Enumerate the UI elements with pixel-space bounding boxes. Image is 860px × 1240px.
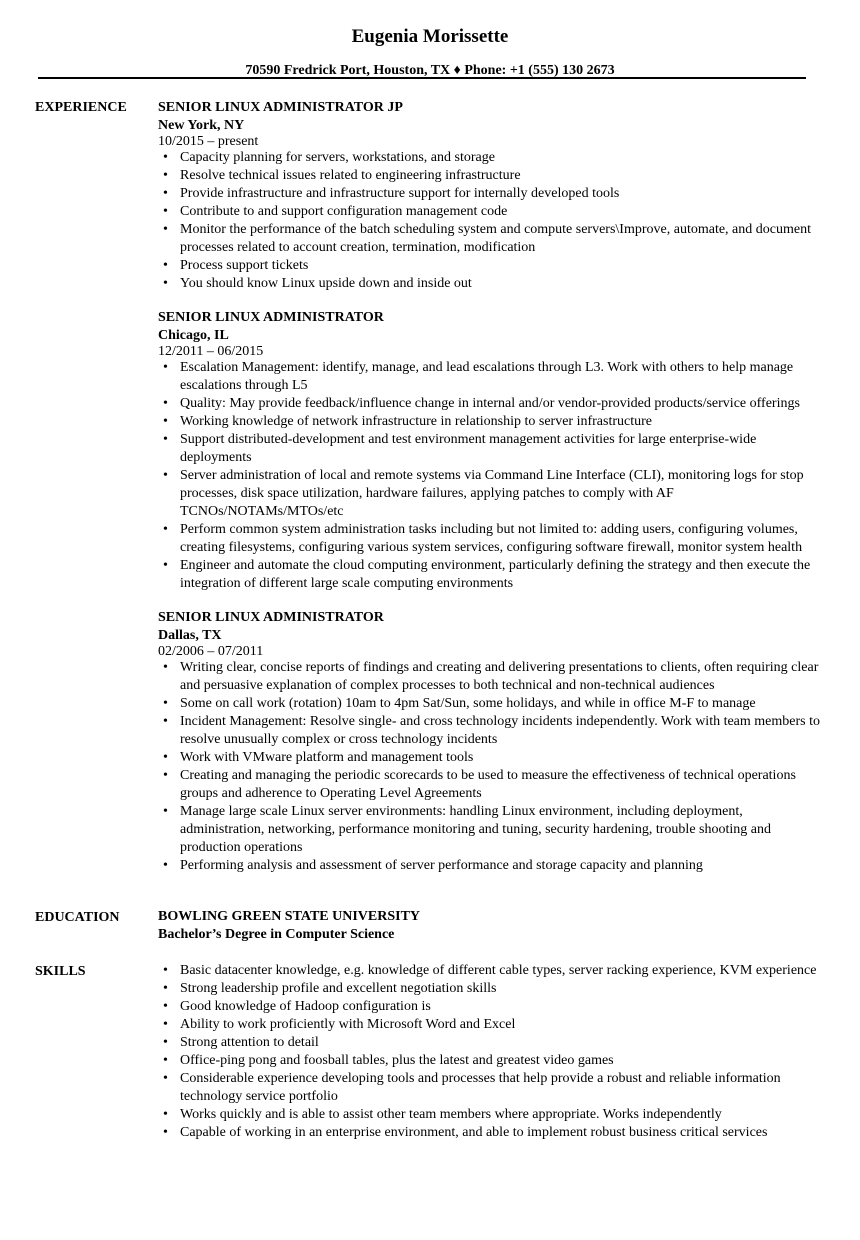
list-item: • Support distributed-development and test environment management activities for large enterprise-wide deployments <box>180 431 825 467</box>
list-item: • Quality: May provide feedback/influence change in internal and/or vendor-provided products/service offerings <box>180 395 825 413</box>
list-item: • Server administration of local and remote systems via Command Line Interface (CLI), monitoring logs for stop processes, disk space utilization, hardware failures, applying patches to comply with AF TCNOs/NOTAMs/MTOs/etc <box>180 467 825 521</box>
header-divider <box>38 77 806 79</box>
job-bullets <box>158 659 825 875</box>
job-dates: 02/2006 – 07/2011 <box>158 644 264 659</box>
skills-bullets <box>158 962 825 1142</box>
list-item: • Basic datacenter knowledge, e.g. knowledge of different cable types, server racking experience, KVM experience <box>180 962 825 980</box>
section-label-experience: EXPERIENCE <box>35 100 127 115</box>
list-item: • Performing analysis and assessment of server performance and storage capacity and planning <box>180 857 825 875</box>
list-item: • You should know Linux upside down and inside out <box>180 275 825 293</box>
list-item: • Contribute to and support configuration management code <box>180 203 825 221</box>
job-bullets <box>158 149 825 293</box>
job-entry <box>158 609 825 875</box>
candidate-name: Eugenia Morissette <box>351 26 509 47</box>
resume-body <box>35 98 825 1142</box>
list-item: • Strong attention to detail <box>180 1034 825 1052</box>
section-spacer <box>35 944 825 962</box>
education-entry <box>158 908 825 944</box>
list-item: • Good knowledge of Hadoop configuration is <box>180 998 825 1016</box>
job-location: New York, NY <box>158 118 245 133</box>
skills-section <box>35 962 825 1142</box>
job-entry <box>158 99 825 293</box>
list-item: • Escalation Management: identify, manage, and lead escalations through L3. Work with others to help manage escalations through L5 <box>180 359 825 395</box>
list-item: • Creating and managing the periodic scorecards to be used to measure the effectiveness of technical operations groups and adherence to Operating Level Agreements <box>180 767 825 803</box>
list-item: • Strong leadership profile and excellent negotiation skills <box>180 980 825 998</box>
list-item: • Engineer and automate the cloud computing environment, particularly defining the strategy and then execute the integration of different large scale computing environments <box>180 557 825 593</box>
list-item: • Working knowledge of network infrastructure in relationship to server infrastructure <box>180 413 825 431</box>
list-item: • Works quickly and is able to assist other team members where appropriate. Works independently <box>180 1106 825 1124</box>
job-bullets <box>158 359 825 593</box>
list-item: • Monitor the performance of the batch scheduling system and compute servers\Improve, automate, and document processes related to account creation, termination, modification <box>180 221 825 257</box>
job-dates: 10/2015 – present <box>158 134 259 149</box>
list-item: • Process support tickets <box>180 257 825 275</box>
list-item: • Manage large scale Linux server environments: handling Linux environment, including deployment, administration, networking, performance monitoring and tuning, security hardening, trouble shooting and production operations <box>180 803 825 857</box>
section-spacer <box>35 891 825 908</box>
contact-line: 70590 Fredrick Port, Houston, TX ♦ Phone: +1 (555) 130 2673 <box>245 63 615 78</box>
job-dates: 12/2011 – 06/2015 <box>158 344 264 359</box>
job-location: Dallas, TX <box>158 628 222 643</box>
job-title: SENIOR LINUX ADMINISTRATOR JP <box>158 100 403 115</box>
list-item: • Capable of working in an enterprise environment, and able to implement robust business critical services <box>180 1124 825 1142</box>
job-title: SENIOR LINUX ADMINISTRATOR <box>158 310 384 325</box>
resume-header <box>0 0 860 80</box>
degree: Bachelor’s Degree in Computer Science <box>158 927 395 942</box>
list-item: • Considerable experience developing tools and processes that help provide a robust and reliable information technology service portfolio <box>180 1070 825 1106</box>
list-item: • Resolve technical issues related to engineering infrastructure <box>180 167 825 185</box>
section-label-skills: SKILLS <box>35 964 86 979</box>
list-item: • Provide infrastructure and infrastructure support for internally developed tools <box>180 185 825 203</box>
list-item: • Writing clear, concise reports of findings and creating and delivering presentations to clients, often requiring clear and persuasive explanation of complex processes to both technical and non-technical audiences <box>180 659 825 695</box>
list-item: • Office-ping pong and foosball tables, plus the latest and greatest video games <box>180 1052 825 1070</box>
section-label-education: EDUCATION <box>35 910 120 925</box>
job-title: SENIOR LINUX ADMINISTRATOR <box>158 610 384 625</box>
experience-list <box>158 98 825 891</box>
education-section <box>35 908 825 944</box>
list-item: • Perform common system administration tasks including but not limited to: adding users, configuring volumes, creating filesystems, configuring various system services, configuring software firewall, monitor system health <box>180 521 825 557</box>
list-item: • Some on call work (rotation) 10am to 4pm Sat/Sun, some holidays, and while in office M-F to manage <box>180 695 825 713</box>
list-item: • Capacity planning for servers, workstations, and storage <box>180 149 825 167</box>
skills-list <box>158 962 825 1142</box>
list-item: • Work with VMware platform and management tools <box>180 749 825 767</box>
school-name: BOWLING GREEN STATE UNIVERSITY <box>158 909 421 924</box>
list-item: • Ability to work proficiently with Microsoft Word and Excel <box>180 1016 825 1034</box>
list-item: • Incident Management: Resolve single- and cross technology incidents independently. Work with team members to resolve unusually complex or cross technology incidents <box>180 713 825 749</box>
experience-section <box>35 98 825 891</box>
job-entry <box>158 309 825 593</box>
job-location: Chicago, IL <box>158 328 229 343</box>
